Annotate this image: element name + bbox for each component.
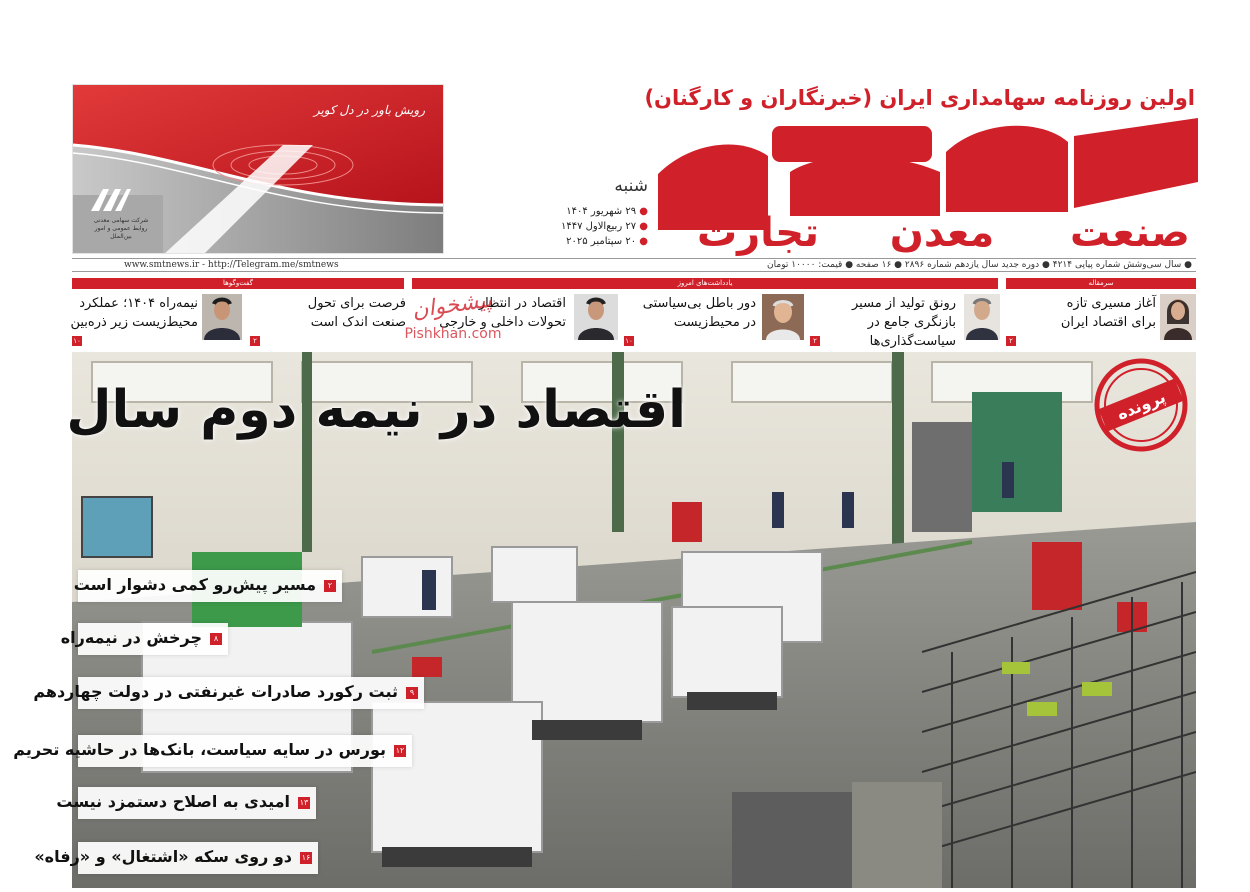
- logo-word-mine: معدن: [889, 210, 995, 256]
- hero-title: اقتصاد در نیمه دوم سال: [66, 380, 686, 440]
- stamp-label: پرونده: [1114, 387, 1169, 424]
- circle-stamp-icon: [1086, 353, 1196, 457]
- teaser-text: اقتصاد در انتظار تحولات داخلی و خارجی: [439, 296, 566, 330]
- section-editorial: سرمقاله: [1006, 278, 1196, 289]
- issue-info-bar: [72, 258, 1196, 272]
- newspaper-tagline: اولین روزنامه سهامداری ایران (خبرنگاران و کارگنان): [644, 86, 1195, 110]
- section-interviews: گفت‌وگوها: [72, 278, 404, 289]
- page-number: ۱۰: [625, 337, 633, 345]
- teaser-text: نیمه‌راه ۱۴۰۴؛ عملکرد محیط‌زیست زیر ذره‌بین: [70, 296, 198, 330]
- author-photo: [964, 294, 1000, 340]
- teaser-editorial[interactable]: [1006, 292, 1196, 347]
- page-number: ۱۳: [299, 798, 309, 807]
- teaser-text: فرصت برای تحول صنعت اندک است: [307, 296, 406, 330]
- weekday: شنبه: [614, 176, 648, 196]
- hero-headline-3[interactable]: ثبت رکورد صادرات غیرنفتی در دولت چهاردهم ۹: [78, 677, 424, 709]
- logo-stroke-3: [790, 156, 940, 216]
- author-photo: [202, 294, 242, 340]
- teaser-interview-2[interactable]: [72, 292, 244, 347]
- logo-word-commerce: تجارت: [696, 210, 820, 256]
- author-photo: [574, 294, 618, 340]
- author-photo: [762, 294, 804, 340]
- hero-headline-6[interactable]: دو روی سکه «اشتغال» و «رفاه» ۱۶: [78, 842, 318, 874]
- date-solar: ● ۲۹ شهریور ۱۴۰۴: [566, 206, 648, 217]
- hero-headline-2[interactable]: چرخش در نیمه‌راه ۸: [78, 623, 228, 655]
- page-number: ۹: [406, 687, 418, 699]
- advertisement-banner[interactable]: [72, 84, 444, 254]
- website-links[interactable]: www.smtnews.ir - http://Telegram.me/smtnews: [124, 260, 339, 270]
- page-number: ۸: [210, 633, 222, 645]
- page-number: ۲: [324, 580, 336, 592]
- issue-details: ● سال سی‌وشش شماره پیاپی ۴۲۱۴ ● دوره جدید سال یازدهم شماره ۲۸۹۶ ● ۱۶ صفحه ● قیمت: ۱۰۰۰۰ تومان: [767, 260, 1192, 270]
- logo-word-industry: صنعت: [1070, 210, 1190, 256]
- page-number: ۱۶: [301, 853, 311, 862]
- watermark-fa: پیشخوان: [410, 287, 494, 324]
- teaser-note-2[interactable]: [624, 292, 804, 347]
- logo-stroke-5: [1074, 118, 1198, 208]
- teaser-interview-1[interactable]: [250, 292, 406, 347]
- teaser-note-1[interactable]: [810, 292, 1000, 347]
- page-number: ۲: [250, 336, 260, 346]
- page-number: ۱۰: [73, 337, 81, 345]
- date-gregorian: ● ۲۰ سپتامبر ۲۰۲۵: [566, 236, 648, 247]
- teaser-text: دور باطل بی‌سیاستی در محیط‌زیست: [642, 296, 756, 330]
- hero-headline-5[interactable]: امیدی به اصلاح دستمزد نیست ۱۳: [78, 787, 316, 819]
- page-number: ۲: [810, 336, 820, 346]
- hero-headline-1[interactable]: مسیر پیش‌رو کمی دشوار است ۲: [78, 570, 342, 602]
- logo-stroke-4: [946, 126, 1068, 212]
- page-number: ۱۲: [395, 746, 405, 755]
- pishkhan-watermark: [398, 282, 508, 352]
- author-photo: [1160, 294, 1196, 340]
- date-lunar: ● ۲۷ ربیع‌الاول ۱۴۴۷: [560, 221, 648, 232]
- teaser-text: رونق تولید از مسیر بازنگری جامع در سیاست‌گذاری‌ها: [852, 296, 956, 349]
- ad-caption-line1: شرکت سهامی معدنی: [93, 217, 149, 224]
- hero-headline-4[interactable]: بورس در سایه سیاست، بانک‌ها در حاشیه تحریم ۱۲: [78, 735, 412, 767]
- watermark-en: Pishkhan.com: [404, 326, 502, 342]
- section-notes: یادداشت‌های امروز: [412, 278, 998, 289]
- company-logo-icon: [87, 183, 133, 215]
- ad-caption-line2: روابط عمومی و امور بین‌الملل: [94, 225, 148, 240]
- ad-caption: [85, 217, 157, 241]
- newspaper-logo: [650, 112, 1198, 256]
- page-number: ۲: [1006, 336, 1016, 346]
- teaser-text: آغاز مسیری تازه برای اقتصاد ایران: [1060, 296, 1156, 330]
- ad-slogan: رویش باور در دل کویر: [313, 103, 425, 117]
